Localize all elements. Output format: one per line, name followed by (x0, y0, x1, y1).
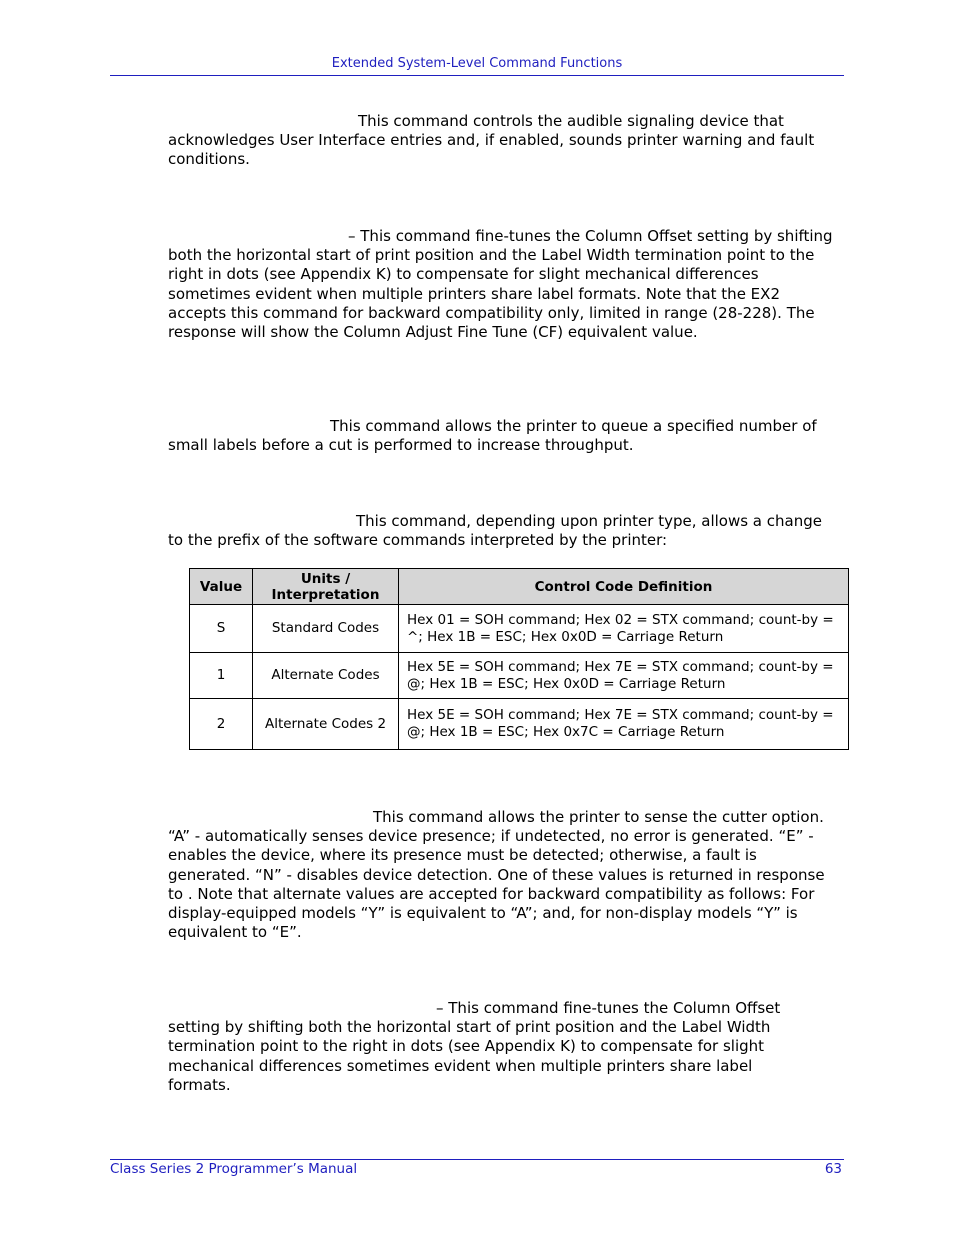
table-cell-units: Standard Codes (253, 605, 399, 653)
table-cell-units: Alternate Codes (253, 653, 399, 699)
control-codes-table (189, 568, 849, 750)
table-cell-value: S (190, 605, 253, 653)
table-cell-definition: Hex 5E = SOH command; Hex 7E = STX command; count-by = @; Hex 1B = ESC; Hex 0x0D = Carriage Return (399, 653, 849, 699)
footer-manual-title: Class Series 2 Programmer’s Manual (110, 1161, 358, 1177)
header-rule (110, 75, 844, 76)
table-cell-definition: Hex 01 = SOH command; Hex 02 = STX command; count-by = ^; Hex 1B = ESC; Hex 0x0D = Carriage Return (399, 605, 849, 653)
table-cell-value: 1 (190, 653, 253, 699)
paragraph-audible-alarm: This command controls the audible signaling device that acknowledges User Interface entries and, if enabled, sounds printer warning and fault conditions. (168, 112, 815, 169)
footer-rule (110, 1159, 844, 1160)
footer-page-number: 63 (824, 1161, 842, 1177)
table-row (190, 699, 849, 750)
table-cell-definition: Hex 5E = SOH command; Hex 7E = STX command; count-by = @; Hex 1B = ESC; Hex 0x7C = Carriage Return (399, 699, 849, 750)
table-header-definition: Control Code Definition (399, 569, 849, 605)
table-row (190, 605, 849, 653)
paragraph-column-fine-tune: – This command fine-tunes the Column Offset setting by shifting both the horizontal start of print position and the Label Width termination point to the right in dots (see Appendix K) to compensate for slight mechanical differences sometimes evident when multiple printers share label formats. (168, 999, 781, 1094)
page-header: Extended System-Level Command Functions (331, 56, 623, 71)
table-cell-units: Alternate Codes 2 (253, 699, 399, 750)
paragraph-cutter-sense: This command allows the printer to sense the cutter option. “A” - automatically senses device presence; if undetected, no error is generated. “E” - enables the device, where its presence must be detected; otherwise, a fault is generated. “N” - disables device detection. One of these values is returned in response to . Note that alternate values are accepted for backward compatibility as follows: For display-equipped models “Y” is equivalent to “A”; and, for non-display models “Y” is equivalent to “E”. (168, 808, 825, 942)
table-header-units: Units / Interpretation (253, 569, 399, 605)
paragraph-control-codes: This command, depending upon printer type, allows a change to the prefix of the software commands interpreted by the printer: (168, 512, 822, 550)
table-row (190, 653, 849, 699)
table-header-row (190, 569, 849, 605)
table-header-value: Value (190, 569, 253, 605)
table-cell-value: 2 (190, 699, 253, 750)
paragraph-cut-queue: This command allows the printer to queue a specified number of small labels before a cut is performed to increase throughput. (168, 417, 817, 455)
paragraph-column-adjust: – This command fine-tunes the Column Offset setting by shifting both the horizontal start of print position and the Label Width termination point to the right in dots (see Appendix K) to compensate for slight mechanical differences sometimes evident when multiple printers share label formats. Note that the EX2 accepts this command for backward compatibility only, limited in range (28-228). The response will show the Column Adjust Fine Tune (CF) equivalent value. (168, 227, 833, 342)
